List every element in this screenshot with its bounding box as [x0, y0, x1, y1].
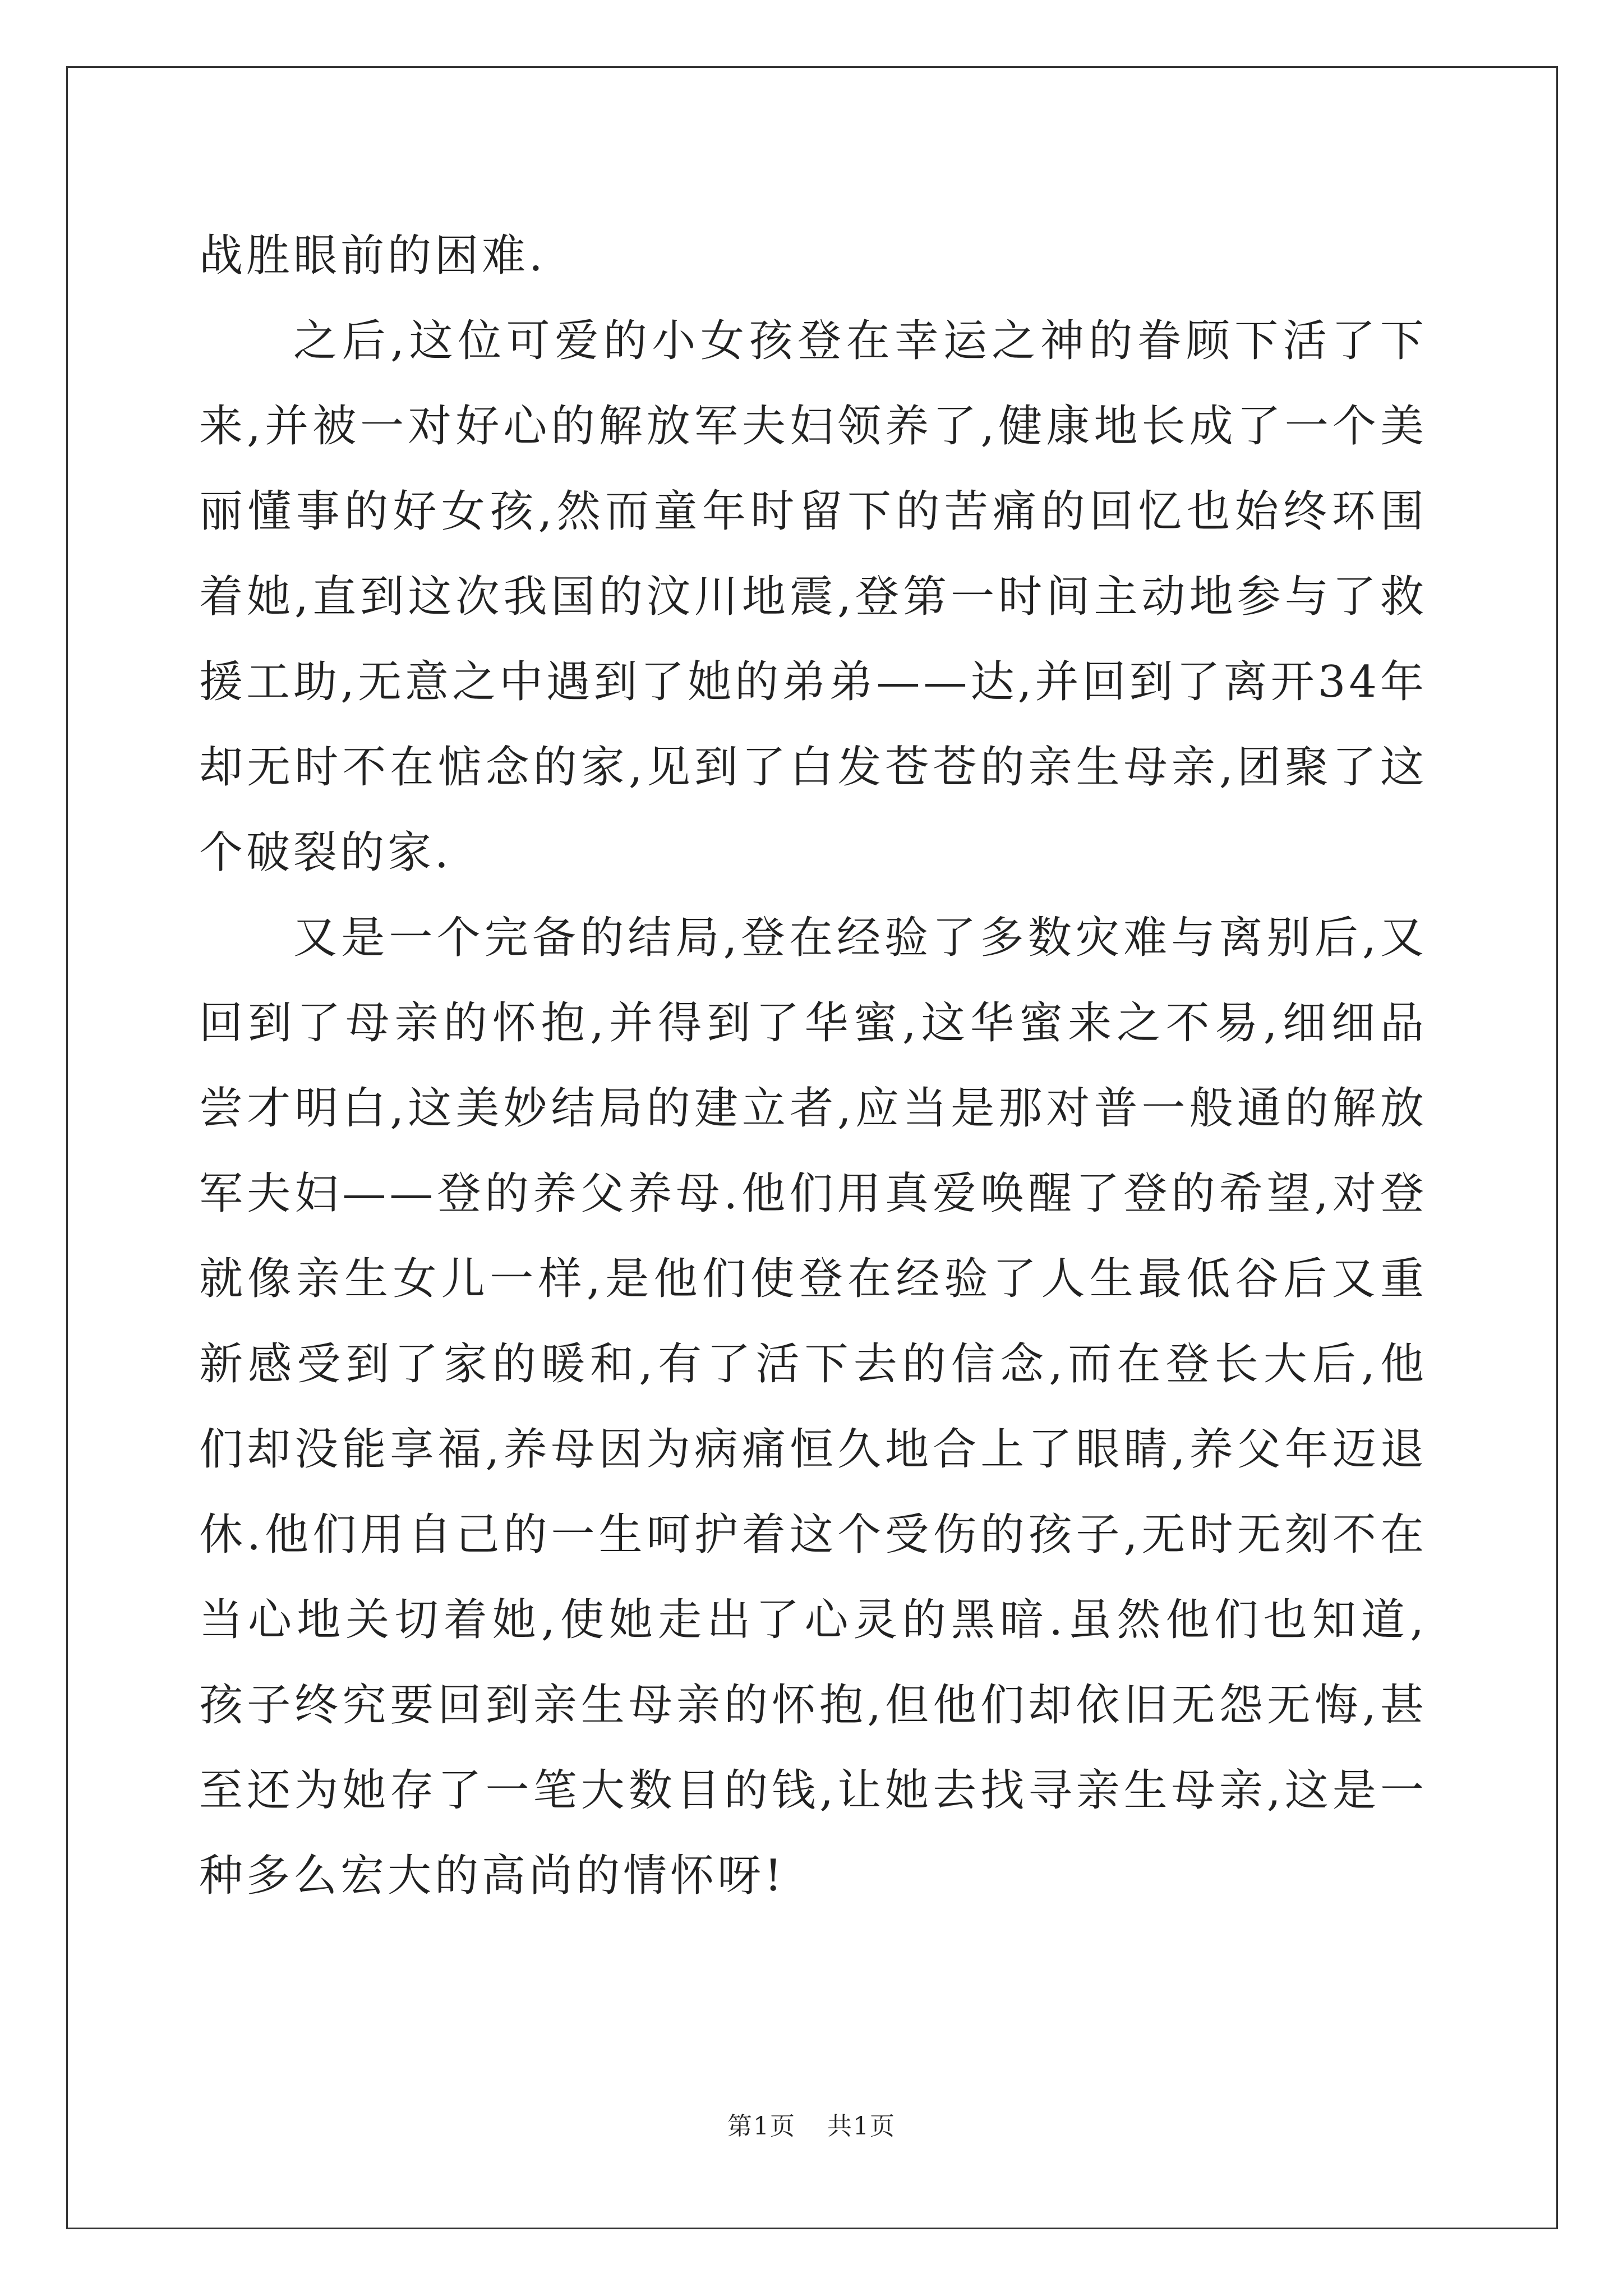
page-number: 第1页 [727, 2112, 796, 2141]
page-total: 共1页 [827, 2112, 896, 2141]
document-body [199, 213, 1427, 1918]
page-footer [0, 2106, 1623, 2142]
paragraph-1: 战胜眼前的困难. [199, 231, 546, 281]
paragraph-3: 又是一个完备的结局,登在经验了多数灾难与离别后,又回到了母亲的怀抱,并得到了华蜜,这华蜜来之不易,细细品尝才明白,这美妙结局的建立者,应当是那对普一般通的解放军夫妇——登的养父养母.他们用真爱唤醒了登的希望,对登就像亲生女儿一样,是他们使登在经验了人生最低谷后又重新感受到了家的暖和,有了活下去的信念,而在登长大后,他们却没能享福,养母因为病痛恒久地合上了眼睛,养父年迈退休.他们用自己的一生呵护着这个受伤的孩子,无时无刻不在当心地关切着她,使她走出了心灵的黑暗.虽然他们也知道,孩子终究要回到亲生母亲的怀抱,但他们却依旧无怨无悔,甚至还为她存了一笔大数目的钱,让她去找寻亲生母亲,这是一种多么宏大的高尚的情怀呀! [199, 913, 1427, 1901]
paragraph-2: 之后,这位可爱的小女孩登在幸运之神的眷顾下活了下来,并被一对好心的解放军夫妇领养了,健康地长成了一个美丽懂事的好女孩,然而童年时留下的苦痛的回忆也始终环围着她,直到这次我国的汶川地震,登第一时间主动地参与了救援工助,无意之中遇到了她的弟弟——达,并回到了离开34年却无时不在惦念的家,见到了白发苍苍的亲生母亲,团聚了这个破裂的家. [199, 316, 1427, 878]
